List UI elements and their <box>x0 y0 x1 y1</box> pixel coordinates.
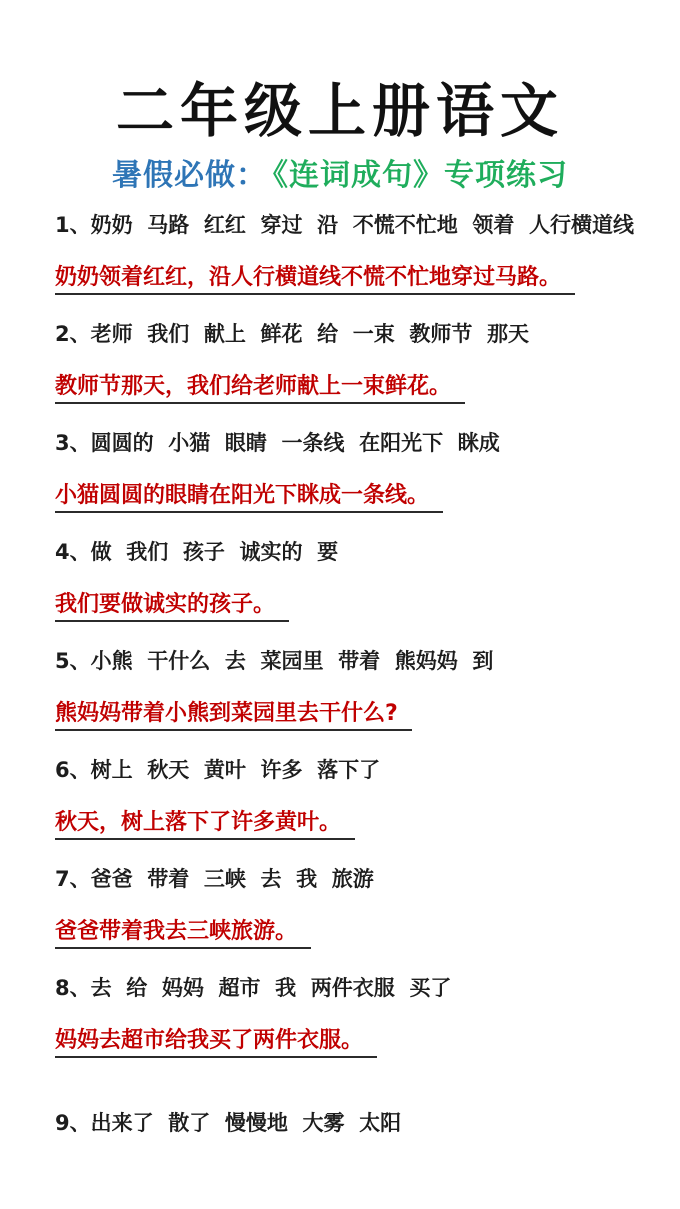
question-number: 9、 <box>55 1111 91 1135</box>
question-words: 小熊 干什么 去 菜园里 带着 熊妈妈 到 <box>90 649 494 673</box>
subtitle-prefix: 暑假必做： <box>112 158 267 193</box>
exercise-question <box>55 539 655 565</box>
exercise-answer <box>55 374 655 404</box>
answer-text: 教师节那天，我们给老师献上一束鲜花。 <box>55 374 465 404</box>
question-words: 爸爸 带着 三峡 去 我 旅游 <box>90 867 374 891</box>
exercise-answer <box>55 265 655 295</box>
exercise-item <box>55 539 655 622</box>
answer-text: 奶奶领着红红，沿人行横道线不慌不忙地穿过马路。 <box>55 265 575 295</box>
exercise-answer <box>55 701 655 731</box>
exercise-item <box>55 1110 655 1136</box>
question-words: 树上 秋天 黄叶 许多 落下了 <box>90 758 381 782</box>
question-words: 做 我们 孩子 诚实的 要 <box>90 540 339 564</box>
exercise-answer <box>55 919 655 949</box>
page-subtitle <box>0 156 680 196</box>
subtitle-highlight: 《连词成句》专项练习 <box>273 158 568 193</box>
exercise-question <box>55 212 655 238</box>
question-number: 7、 <box>55 867 91 891</box>
question-number: 6、 <box>55 758 91 782</box>
exercise-question <box>55 648 655 674</box>
exercise-answer <box>55 1028 655 1058</box>
question-words: 出来了 散了 慢慢地 大雾 太阳 <box>90 1111 402 1135</box>
answer-text: 妈妈去超市给我买了两件衣服。 <box>55 1028 377 1058</box>
exercise-answer <box>55 592 655 622</box>
exercise-item <box>55 321 655 404</box>
answer-text: 我们要做诚实的孩子。 <box>55 592 289 622</box>
exercise-item <box>55 648 655 731</box>
exercise-question <box>55 321 655 347</box>
exercise-item <box>55 212 655 295</box>
page-title: 二年级上册语文 <box>115 77 564 145</box>
exercise-question <box>55 757 655 783</box>
question-words: 去 给 妈妈 超市 我 两件衣服 买了 <box>90 976 452 1000</box>
answer-text: 熊妈妈带着小熊到菜园里去干什么? <box>55 701 412 731</box>
question-number: 1、 <box>55 213 91 237</box>
answer-text: 秋天，树上落下了许多黄叶。 <box>55 810 355 840</box>
exercise-answer <box>55 810 655 840</box>
exercise-question <box>55 975 655 1001</box>
question-number: 2、 <box>55 322 91 346</box>
question-words: 圆圆的 小猫 眼睛 一条线 在阳光下 眯成 <box>90 431 500 455</box>
exercise-item <box>55 975 655 1058</box>
answer-text: 小猫圆圆的眼睛在阳光下眯成一条线。 <box>55 483 443 513</box>
exercise-question <box>55 866 655 892</box>
exercise-item <box>55 866 655 949</box>
question-number: 4、 <box>55 540 91 564</box>
exercise-question <box>55 1110 655 1136</box>
question-number: 3、 <box>55 431 91 455</box>
exercise-item <box>55 757 655 840</box>
exercise-list <box>0 212 680 1136</box>
exercise-question <box>55 430 655 456</box>
question-number: 5、 <box>55 649 91 673</box>
question-number: 8、 <box>55 976 91 1000</box>
exercise-item <box>55 430 655 513</box>
answer-text: 爸爸带着我去三峡旅游。 <box>55 919 311 949</box>
exercise-answer <box>55 483 655 513</box>
question-words: 奶奶 马路 红红 穿过 沿 不慌不忙地 领着 人行横道线 <box>90 213 634 237</box>
question-words: 老师 我们 献上 鲜花 给 一束 教师节 那天 <box>90 322 529 346</box>
